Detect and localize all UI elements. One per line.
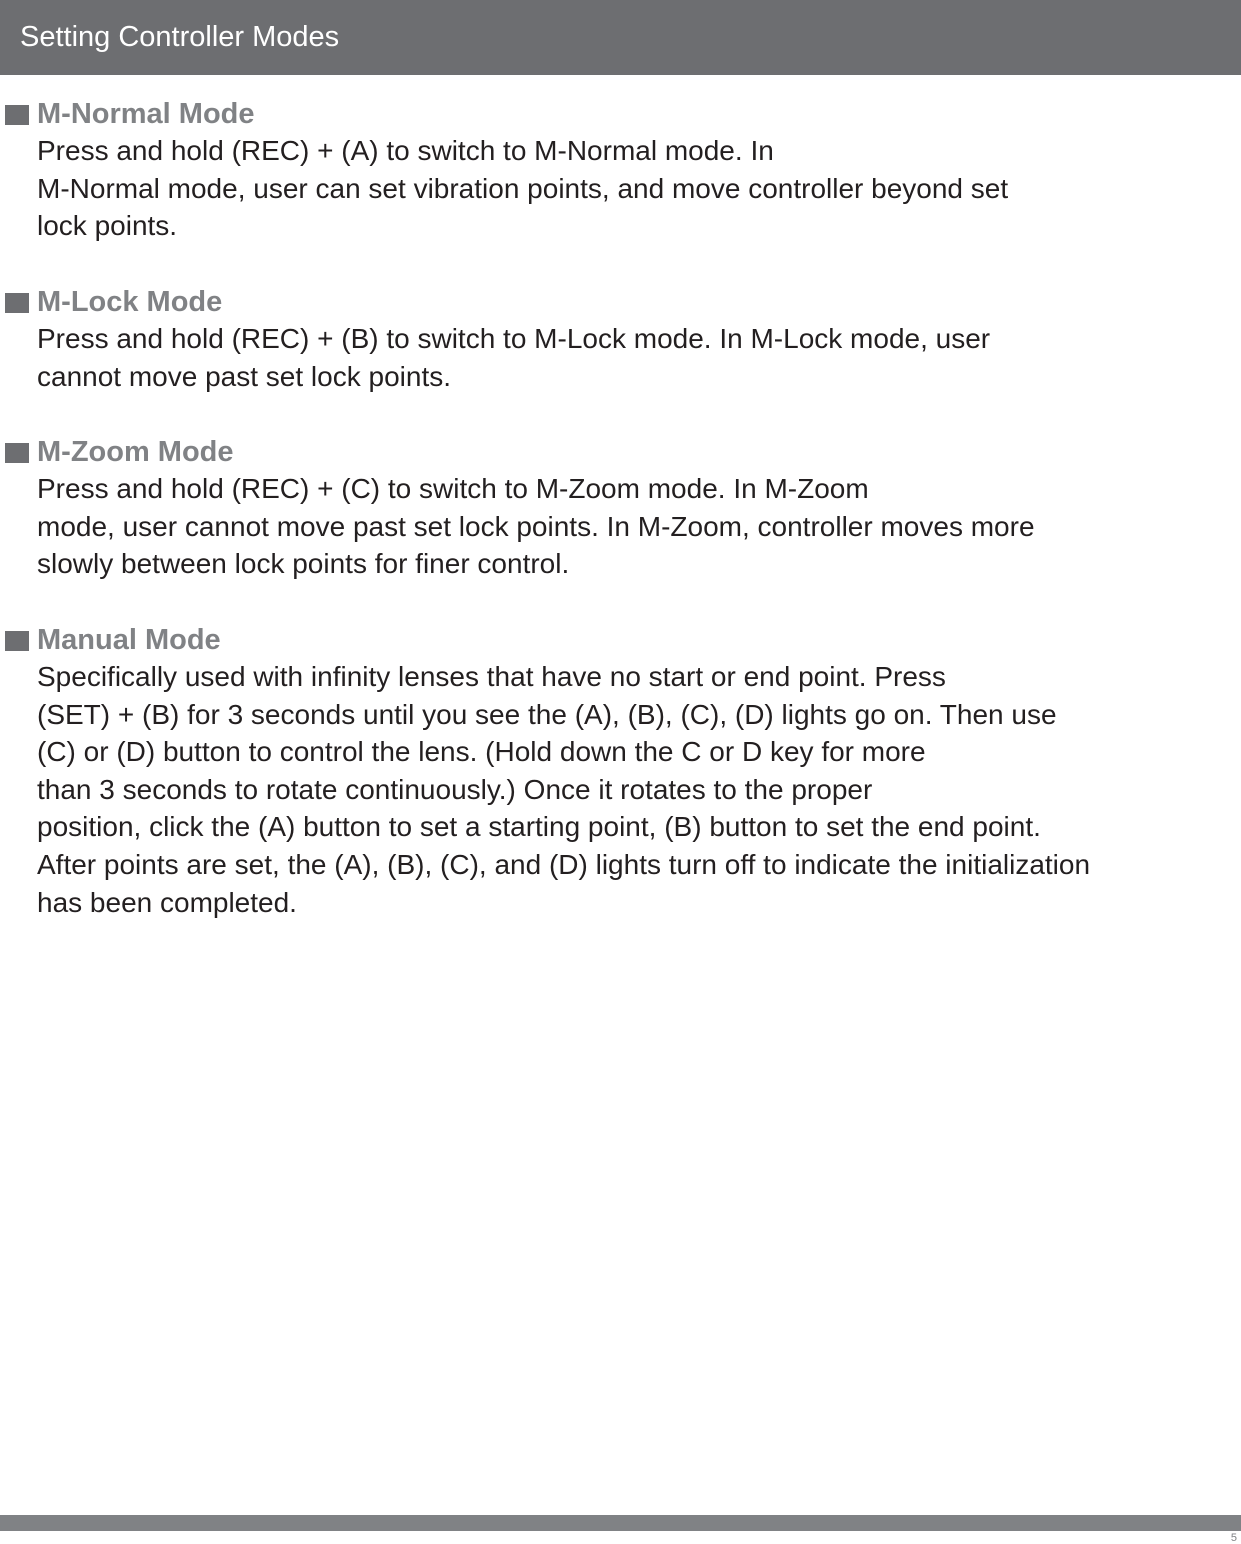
section-body bbox=[37, 132, 1008, 245]
body-line: than 3 seconds to rotate continuously.) Once it rotates to the proper bbox=[37, 773, 873, 805]
body-line: slowly between lock points for finer control. bbox=[37, 548, 570, 580]
square-bullet-icon bbox=[5, 105, 29, 125]
body-line: Press and hold (REC) + (B) to switch to M-Lock mode. In M-Lock mode, user bbox=[37, 323, 991, 354]
body-line: Press and hold (REC) + (C) to switch to M-Zoom mode. In M-Zoom bbox=[37, 473, 869, 504]
body-line: After points are set, the (A), (B), (C), and (D) lights turn off to indicate the initialization bbox=[37, 848, 1091, 880]
section-body bbox=[37, 658, 1090, 921]
section-title: Manual Mode bbox=[37, 624, 221, 656]
page-title: Setting Controller Modes bbox=[20, 21, 340, 53]
body-line: position, click the (A) button to set a starting point, (B) button to set the end point. bbox=[37, 811, 1041, 843]
footer-bar bbox=[0, 1515, 1241, 1531]
body-line: (SET) + (B) for 3 seconds until you see the (A), (B), (C), (D) lights go on. Then use bbox=[37, 698, 1057, 730]
section-title: M-Normal Mode bbox=[37, 98, 255, 130]
body-line: M-Normal mode, user can set vibration points, and move controller beyond set bbox=[37, 172, 1009, 204]
body-line: cannot move past set lock points. bbox=[37, 360, 451, 392]
section-body bbox=[37, 470, 1035, 583]
body-line: mode, user cannot move past set lock points. In M-Zoom, controller moves more bbox=[37, 510, 1035, 542]
section-title: M-Lock Mode bbox=[37, 286, 223, 318]
body-line: lock points. bbox=[37, 210, 178, 242]
page-number: 5 bbox=[1230, 1532, 1237, 1544]
square-bullet-icon bbox=[5, 631, 29, 651]
square-bullet-icon bbox=[5, 443, 29, 463]
body-line: Press and hold (REC) + (A) to switch to M-Normal mode. In bbox=[37, 135, 774, 166]
header-bar bbox=[0, 0, 1241, 75]
section-body bbox=[37, 320, 990, 395]
square-bullet-icon bbox=[5, 293, 29, 313]
body-line: has been completed. bbox=[37, 886, 297, 918]
section-title: M-Zoom Mode bbox=[37, 436, 234, 468]
body-line: Specifically used with infinity lenses that have no start or end point. Press bbox=[37, 661, 946, 692]
body-line: (C) or (D) button to control the lens. (Hold down the C or D key for more bbox=[37, 736, 926, 768]
